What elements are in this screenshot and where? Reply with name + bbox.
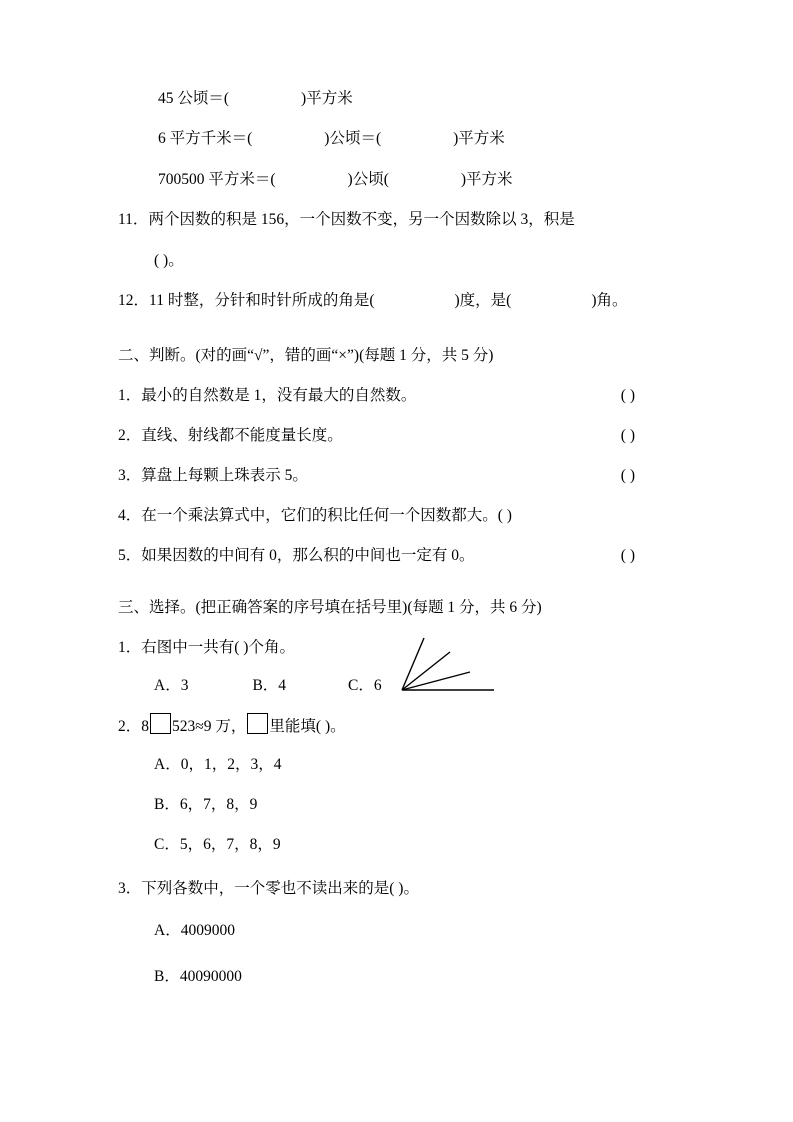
choice-question-3-stem[interactable]: 下列各数中，一个零也不读出来的是( )。 xyxy=(141,879,419,897)
choice-question-2-stem-c[interactable]: 里能填( )。 xyxy=(269,717,346,735)
fill-blank-2-p0: 6 平方千米＝( xyxy=(158,130,253,148)
question-11-answer-line xyxy=(118,250,689,272)
choice-question-2-stem-b: 523≈9 万， xyxy=(172,717,247,735)
choice-question-1-stem[interactable]: 右图中一共有( )个角。 xyxy=(141,638,295,656)
choice-question-1-number: 1． xyxy=(118,638,142,656)
tf-item-5-answer[interactable]: ( ) xyxy=(620,546,635,564)
tf-item-5-text: 如果因数的中间有 0，那么积的中间也一定有 0。 xyxy=(141,546,475,564)
tf-item-5 xyxy=(118,543,689,565)
choice-option-c[interactable]: C．6 xyxy=(348,676,382,694)
tf-item-3-number: 3． xyxy=(118,466,142,484)
choice-option-a[interactable]: A．4009000 xyxy=(154,921,235,939)
choice-option-c[interactable]: C．5，6，7，8，9 xyxy=(154,835,281,853)
choice-question-2-option-b xyxy=(118,792,689,814)
choice-question-2 xyxy=(118,713,689,736)
tf-item-2-number: 2． xyxy=(118,426,142,444)
choice-question-2-option-c xyxy=(118,832,689,854)
fill-blank-2-p2: )平方米 xyxy=(453,130,505,148)
question-11-blank[interactable]: ( )。 xyxy=(154,251,184,269)
choice-option-b[interactable]: B．40090000 xyxy=(154,967,242,985)
choice-question-3 xyxy=(118,876,689,898)
digit-box-icon[interactable] xyxy=(247,713,268,734)
tf-item-5-number: 5． xyxy=(118,546,142,564)
tf-item-4-number: 4． xyxy=(118,506,142,524)
choice-option-a[interactable]: A．3 xyxy=(154,676,189,694)
choice-question-2-number: 2． xyxy=(118,717,142,735)
question-11 xyxy=(118,209,689,231)
choice-option-b[interactable]: B．4 xyxy=(252,676,287,694)
digit-box-icon[interactable] xyxy=(150,713,171,734)
question-12-text-a: 11 时整，分针和时针所成的角是( xyxy=(149,292,375,310)
tf-item-1-text: 最小的自然数是 1，没有最大的自然数。 xyxy=(141,386,417,404)
fill-blank-3-p1: )公顷( xyxy=(347,170,389,188)
tf-item-3-answer[interactable]: ( ) xyxy=(620,466,635,484)
tf-item-1-answer[interactable]: ( ) xyxy=(620,386,635,404)
tf-item-1-number: 1． xyxy=(118,386,142,404)
fill-blank-line-3 xyxy=(118,169,689,191)
angle-figure xyxy=(398,634,506,706)
question-11-number: 11． xyxy=(118,211,149,229)
choice-question-3-option-b xyxy=(118,964,689,986)
question-12-number: 12． xyxy=(118,292,150,310)
question-12-text-b: )度，是( xyxy=(454,292,512,310)
section-three-heading: 三、选择。(把正确答案的序号填在括号里)(每题 1 分，共 6 分) xyxy=(118,598,542,616)
section-two-heading: 二、判断。(对的画“√”，错的画“×”)(每题 1 分，共 5 分) xyxy=(118,346,494,364)
tf-item-3-text: 算盘上每颗上珠表示 5。 xyxy=(141,466,308,484)
fill-blank-1-prefix: 45 公顷＝( xyxy=(158,90,230,107)
question-12 xyxy=(118,290,689,312)
fill-blank-1-suffix: )平方米 xyxy=(301,90,353,107)
angle-diagram-icon xyxy=(398,634,506,706)
fill-blank-line-1 xyxy=(118,88,689,110)
tf-item-4-text[interactable]: 在一个乘法算式中，它们的积比任何一个因数都大。( ) xyxy=(141,506,512,524)
tf-item-2 xyxy=(118,423,689,445)
question-12-text-c: )角。 xyxy=(591,292,628,310)
fill-blank-3-p0: 700500 平方米＝( xyxy=(158,170,276,188)
choice-question-2-stem-a: 8 xyxy=(141,717,150,735)
tf-item-3 xyxy=(118,463,689,485)
tf-item-1 xyxy=(118,383,689,405)
fill-blank-2-p1: )公顷＝( xyxy=(324,130,382,148)
tf-item-4 xyxy=(118,503,689,525)
choice-question-2-option-a xyxy=(118,752,689,774)
fill-blank-3-p2: )平方米 xyxy=(460,170,513,188)
tf-item-2-text: 直线、射线都不能度量长度。 xyxy=(141,426,343,444)
fill-blank-line-2 xyxy=(118,128,689,150)
choice-question-3-number: 3． xyxy=(118,879,142,897)
tf-item-2-answer[interactable]: ( ) xyxy=(620,426,635,444)
choice-question-3-option-a xyxy=(118,918,689,940)
choice-option-b[interactable]: B．6，7，8，9 xyxy=(154,795,258,813)
choice-option-a[interactable]: A．0，1，2，3，4 xyxy=(154,755,282,773)
question-11-text: 两个因数的积是 156，一个因数不变，另一个因数除以 3，积是 xyxy=(148,211,575,229)
